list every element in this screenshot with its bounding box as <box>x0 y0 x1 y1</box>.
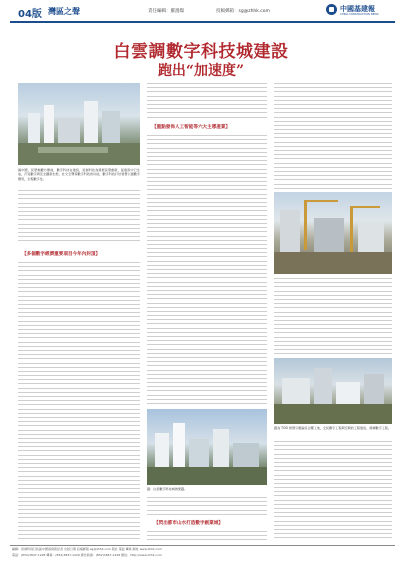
logo-icon <box>326 4 337 15</box>
footer-info-1: 編輯：香港特別行政區中國基建報記者 出版日期 投稿郵箱 sg@zhhk.com 報社 電話 傳真 網址 www.zhhk.com <box>12 547 163 551</box>
header-bar <box>0 0 402 22</box>
headline-subtitle: 跑出“加速度” <box>157 63 245 79</box>
body-text-right-a <box>274 83 392 189</box>
science-city-rendering-photo <box>147 409 267 485</box>
headline-title: 白雲調數字科技城建設 <box>113 42 289 62</box>
brand-logo <box>326 4 394 18</box>
tod-site-photo <box>274 358 392 424</box>
editor-credit: 責任編輯：羅鴻燦 <box>148 9 184 14</box>
city-aerial-photo <box>18 83 140 165</box>
body-text-right-c <box>274 441 392 541</box>
footer-rule <box>10 545 395 546</box>
photo-caption-right: 圖為 TOD 智慧示範區綜合體工地，全民數字工程與空間的工程建設，發揮數字工程。 <box>274 426 391 430</box>
body-text-left-b <box>18 262 140 540</box>
construction-site-photo <box>274 192 392 274</box>
section-name: 灣區之聲 <box>48 7 80 16</box>
body-text-middle-d <box>147 531 267 543</box>
section-head-2: 【重點發佈人工智能等六大主導產業】 <box>152 125 231 130</box>
section-head-3: 【閃出都市山水打造數字創業城】 <box>154 521 223 526</box>
header-rule <box>10 21 395 23</box>
brand-english: CHINA CONSTRUCTION NEWS <box>340 12 379 16</box>
body-text-left-a <box>18 190 140 250</box>
section-head-1: 【多個數字經濟重要項目今年內封頂】 <box>22 252 101 257</box>
submission-email: 投稿郵箱：sg@zhhk.com <box>216 9 270 14</box>
photo-caption-top: 據中國，民眾參觀方便前，數字科技在建設，雲創科技為發展民眾創新，從建設中已生成，打造數字與及全鏈新生態，社交全覽等數字科技的功能，數字科技打好智慧公園數字應用，全程數字化。 <box>18 168 140 181</box>
photo-caption-bottom: 圖：白雲數字科技城效果圖。 <box>147 487 188 491</box>
brand-name: 中國基建報 <box>340 5 375 13</box>
body-text-middle-b <box>147 135 267 405</box>
body-text-right-b <box>274 278 392 356</box>
footer-info-2: 電話：(852)3847-1228 傳真：(852)3847-1229 廣告熱線：(852)3847-1228 網址：http://www.zhhk.com <box>12 553 162 557</box>
body-text-middle-c <box>147 497 267 519</box>
page-number: 04版 <box>18 9 42 20</box>
body-text-middle-a <box>147 83 267 123</box>
